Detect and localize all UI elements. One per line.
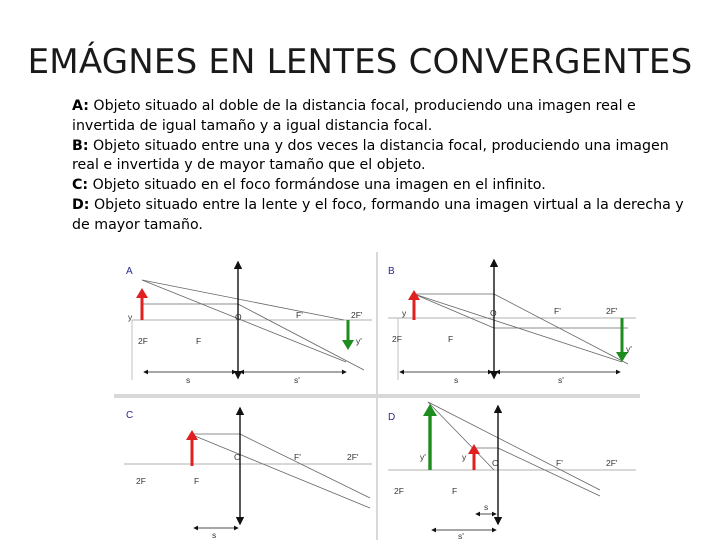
- svg-text:y': y': [626, 344, 632, 354]
- svg-text:y': y': [420, 452, 426, 462]
- svg-text:2F': 2F': [606, 458, 618, 468]
- svg-text:F': F': [554, 306, 561, 316]
- slide-title: EMÁGNES EN LENTES CONVERGENTES: [27, 42, 693, 82]
- svg-text:s: s: [454, 375, 459, 385]
- svg-text:2F': 2F': [347, 452, 359, 462]
- panel-b-label: B: [388, 266, 395, 277]
- case-a-text: Objeto situado al doble de la distancia focal, produciendo una imagen real e invertida de igual tamaño y a igual distancia focal.: [72, 98, 636, 134]
- svg-text:2F: 2F: [394, 486, 404, 496]
- svg-text:2F': 2F': [351, 310, 363, 320]
- ray-2: [142, 280, 346, 362]
- svg-text:2F: 2F: [136, 476, 146, 486]
- case-c: [72, 176, 692, 196]
- svg-text:s: s: [212, 530, 217, 540]
- svg-text:2F': 2F': [606, 306, 618, 316]
- case-b-key: B:: [72, 137, 89, 154]
- svg-text:s': s': [458, 531, 464, 540]
- case-d: [72, 196, 692, 236]
- svg-text:s': s': [558, 375, 564, 385]
- case-c-key: C:: [72, 177, 89, 194]
- svg-text:F': F': [294, 452, 301, 462]
- panel-a: [114, 252, 376, 394]
- case-b-text: Objeto situado entre una y dos veces la distancia focal, produciendo una imagen real e invertida y de mayor tamaño que el objeto.: [72, 137, 669, 174]
- svg-text:F: F: [196, 336, 202, 346]
- svg-text:y': y': [356, 336, 362, 346]
- svg-text:O: O: [234, 452, 241, 462]
- panel-b: [378, 252, 640, 394]
- svg-text:y: y: [402, 308, 407, 318]
- svg-text:y: y: [462, 452, 467, 462]
- panel-c-label: C: [126, 410, 134, 421]
- svg-text:F: F: [448, 334, 454, 344]
- panel-d: [378, 398, 640, 540]
- case-a-key: A:: [72, 98, 89, 114]
- svg-text:y: y: [128, 312, 133, 322]
- figure-divider-horizontal: [114, 394, 640, 398]
- svg-text:2F: 2F: [392, 334, 402, 344]
- svg-text:O: O: [490, 308, 497, 318]
- panel-c: [114, 398, 376, 540]
- panel-a-label: A: [126, 266, 133, 277]
- case-b: [72, 137, 692, 177]
- svg-text:s': s': [294, 375, 300, 385]
- panel-d-diagram: [378, 398, 640, 540]
- cases-text: [72, 97, 692, 236]
- case-a: [72, 97, 692, 137]
- panel-a-diagram: [114, 252, 376, 394]
- case-d-text: Objeto situado entre la lente y el foco, formando una imagen virtual a la derecha y de mayor tamaño.: [72, 196, 684, 233]
- ray-1: [142, 280, 344, 320]
- case-d-key: D:: [72, 196, 90, 213]
- svg-text:O: O: [235, 312, 242, 322]
- svg-text:O: O: [492, 458, 499, 468]
- svg-text:F: F: [452, 486, 458, 496]
- svg-text:2F: 2F: [138, 336, 148, 346]
- svg-text:F': F': [296, 310, 303, 320]
- svg-text:s: s: [186, 375, 191, 385]
- svg-text:F: F: [194, 476, 200, 486]
- panel-c-diagram: [114, 398, 376, 540]
- case-c-text: Objeto situado en el foco formándose una imagen en el infinito.: [88, 177, 546, 194]
- svg-text:s: s: [484, 502, 489, 512]
- lens-diagrams-figure: [114, 252, 640, 540]
- svg-text:F': F': [556, 458, 563, 468]
- panel-d-label: D: [388, 412, 396, 423]
- panel-b-diagram: [378, 252, 640, 394]
